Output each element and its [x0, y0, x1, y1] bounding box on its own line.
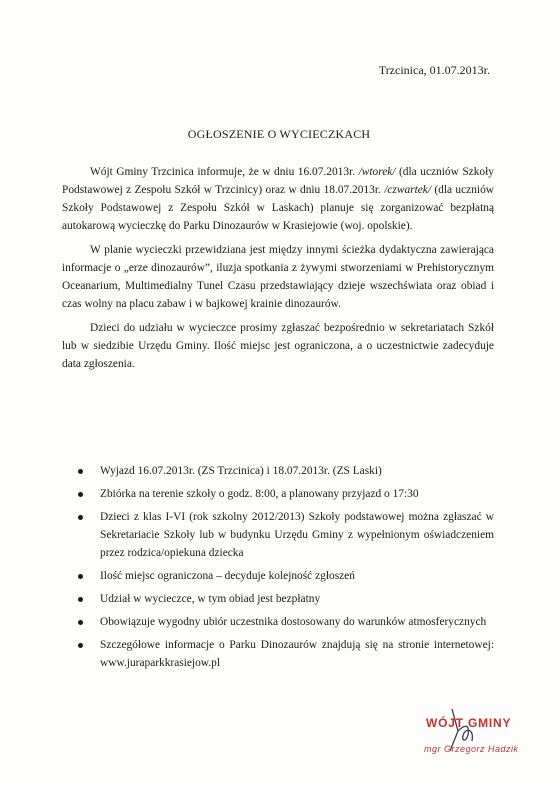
document-body — [62, 163, 494, 379]
info-bullet-list — [74, 462, 494, 677]
signature-stamp-name: mgr Grzegorz Hadzik — [424, 744, 519, 754]
list-item-text: Dzieci z klas I-VI (rok szkolny 2012/2013) Szkoły podstawowej można zgłaszać w Sekretariacie Szkoły lub w budynku Urzędu Gminy z wypełnionym oświadczeniem przez rodzica/opiekuna dziecka — [100, 511, 494, 559]
list-item — [74, 508, 494, 562]
paragraph-registration: Dzieci do udziału w wycieczce prosimy zgłaszać bezpośrednio w sekretariatach Szkół lub w siedzibie Urzędu Gminy. Ilość miejsc jest ograniczona, a o uczestnictwie zadecyduje data zgłoszenia. — [62, 322, 494, 370]
bullet-icon — [78, 597, 83, 602]
list-item-text: Obowiązuje wygodny ubiór uczestnika dostosowany do warunków atmosferycznych — [100, 616, 487, 628]
list-item-text: Udział w wycieczce, w tym obiad jest bezpłatny — [100, 593, 321, 605]
document-date: Trzcinica, 01.07.2013r. — [378, 63, 490, 77]
signature-stamp-title: WÓJT GMINY — [426, 716, 512, 730]
list-item — [74, 590, 494, 608]
bullet-icon — [78, 643, 83, 648]
list-item — [74, 636, 494, 672]
signature-block — [400, 705, 540, 775]
weekday-thursday: /czwartek/ — [384, 184, 432, 196]
paragraph-announcement — [62, 163, 494, 235]
bullet-icon — [78, 620, 83, 625]
list-item — [74, 567, 494, 585]
bullet-icon — [78, 492, 83, 497]
list-item-text: Szczegółowe informacje o Parku Dinozaurów znajdują się na stronie internetowej: www.juraparkkrasiejow.pl — [100, 639, 494, 669]
weekday-tuesday: /wtorek/ — [358, 166, 396, 178]
list-item-text: Zbiórka na terenie szkoły o godz. 8:00, a planowany przyjazd o 17:30 — [100, 488, 419, 500]
paragraph-text: Wójt Gminy Trzcinica informuje, że w dniu 16.07.2013r. — [90, 166, 359, 178]
bullet-icon — [78, 469, 83, 474]
list-item-text: Wyjazd 16.07.2013r. (ZS Trzcinica) i 18.07.2013r. (ZS Laski) — [100, 465, 382, 477]
bullet-icon — [78, 515, 83, 520]
list-item-text: Ilość miejsc ograniczona – decyduje kolejność zgłoszeń — [100, 570, 355, 582]
list-item — [74, 485, 494, 503]
paragraph-text: (dla uczniów Szkoły Podstawowej z Zespołu Szkół w Trzcinicy) oraz w dniu 18.07.2013r. — [62, 166, 494, 196]
bullet-icon — [78, 574, 83, 579]
document-title: OGŁOSZENIE O WYCIECZKACH — [187, 127, 371, 141]
paragraph-plan: W planie wycieczki przewidziana jest między innymi ścieżka dydaktyczna zawierająca informacje o „erze dinozaurów”, iluzja spotkania z żywymi stworzeniami w Prehistorycznym Oceanarium, Multimedialny Tunel Czasu przedstawiający dzieje wszechświata oraz obiad i czas wolny na placu zabaw i w bajkowej krainie dinozaurów. — [62, 244, 494, 310]
list-item — [74, 613, 494, 631]
list-item — [74, 462, 494, 480]
paragraph-text: (dla uczniów Szkoły Podstawowej z Zespołu Szkół w Laskach) planuje się zorganizować bezpłatną autokarową wycieczkę do Parku Dinozaurów w Krasiejowie (woj. opolskie). — [62, 184, 494, 232]
